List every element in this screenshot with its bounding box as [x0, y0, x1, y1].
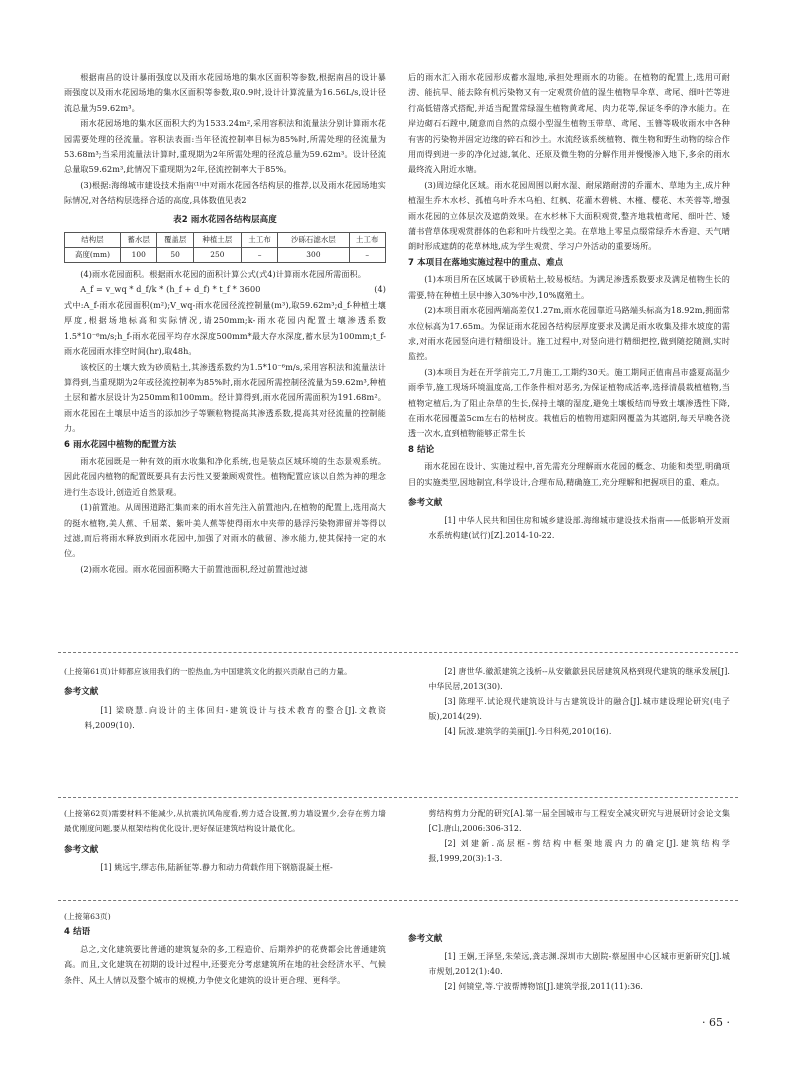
main-left-column [64, 70, 386, 577]
section-heading: 4 结语 [64, 927, 91, 938]
section-heading: 6 雨水花园中植物的配置方法 [64, 439, 177, 450]
table-cell: 50 [157, 248, 193, 263]
table-header-cell: 蓄水层 [121, 233, 157, 248]
equation-body: A_f = v_wq * d_f/k * (h_f + d_f) * t_f * 3600 [80, 284, 261, 295]
table-header-row [65, 233, 386, 248]
reference-item: [4] 阮波.建筑学的美丽[J].今日科苑,2010(16). [444, 727, 612, 736]
paragraph: 总之,文化建筑要比普通的建筑复杂的多,工程造价、后期养护的花费都会比普通建筑高。而且,文化建筑在初期的设计过程中,还要充分考虑建筑所在地的社会经济水平、气候条件、风土人情以及整个城市的规模,力争使文化建筑的设计更合理、更科学。 [64, 943, 386, 985]
references-heading: 参考文献 [64, 687, 99, 698]
references-heading: 参考文献 [408, 934, 443, 944]
section-divider [58, 652, 738, 653]
equation-number: (4) [374, 284, 386, 295]
structure-table [64, 232, 386, 263]
reference-item: [3] 陈理平.试论现代建筑设计与古建筑设计的融合[J].城市建设理论研究(电子版),2014(29). [428, 697, 730, 721]
reference-item: [2] 刘建新.高层框-剪结构中框架地震内力的确定[J].建筑结构学报,1999,20(3):1-3. [428, 839, 730, 863]
table-header-cell: 沙砾石滤水层 [278, 233, 349, 248]
equation [64, 282, 386, 297]
paragraph: (3)根据:海绵城市建设技术指南⁽¹⁾中对雨水花园各结构层的推荐,以及雨水花园场地实际情况,对各结构层选择合适的高度,具体数值见表2 [64, 179, 386, 206]
main-right-column [408, 70, 730, 543]
paragraph: (2)本项目雨水花园两端高差仅1.27m,雨水花园靠近马路端头标高为18.92m,拥面常水位标高为17.65m。为保证雨水花园各结构层厚度要求及满足雨水收集及排水坡度的需求,对雨水花园竖向进行精细设计。施工过程中,对竖向进行精细把控,做到随挖随测,实时监控。 [408, 305, 730, 362]
section-heading: 7 本项目在落地实施过程中的重点、难点 [408, 257, 564, 268]
paragraph: 式中:A_f-雨水花园面积(m²);V_wq-雨水花园径流控制量(m³),取59.62m³;d_f-种植土壤厚度,根据场地标高和实际情况,请250mm;k-雨水花园内配置土壤渗透系数1.5*10⁻⁶m/s;h_f-雨水花园平均存水深度500mm*最大存水深度,蓄水层为100mm;t_f-雨水花园雨水排空时间(hr),取48h。 [64, 299, 386, 357]
reference-item: [1] 中华人民共和国住房和城乡建设部.海绵城市建设技术指南——低影响开发雨水系统构建(试行)[Z].2014-10-22. [428, 516, 730, 541]
table-cell: 300 [278, 248, 349, 263]
paragraph: (2)雨水花园。雨水花园面积略大于前置池面积,经过前置池过滤 [80, 563, 308, 574]
paragraph: 雨水花园既是一种有效的雨水收集和净化系统,也是装点区域环境的生态景观系统。因此花园内植物的配置既要具有去污性又要兼顾观赏性。植物配置应该以自然为神的理念进行生态设计,创造近自然景观。 [64, 455, 386, 497]
reference-item: [1] 梁晓慧.向设计的主体回归-建筑设计与技术教育的整合[J].文教资料,2009(10). [84, 705, 386, 730]
reference-item: 剪结构剪力分配的研究[A].第一届全国城市与工程安全减灾研究与进展研讨会论文集[C].唐山,2006:306-312. [428, 809, 730, 833]
table-header-cell: 覆盖层 [157, 233, 193, 248]
table-caption: 表2 雨水花园各结构层高度 [173, 214, 277, 225]
b3-right-column [408, 909, 730, 994]
paragraph: (上接第62页)需要材料不能减少,从抗震抗风角度看,剪力适合设置,剪力墙设置少,会存在剪力墙最优刚度问题,要从框架结构优化设计,更好保证建筑结构设计最优化。 [64, 809, 386, 834]
table-cell: 250 [193, 248, 241, 263]
paragraph: (3)周边绿化区域。雨水花园周围以耐水湿、耐尿踏耐涝的乔灌木、草地为主,成片种植湿生乔木水杉、孤植乌叶乔木乌桕、红枫、花灌木碧桃、木槿、樱花、木芙蓉等,增强雨水花园的立体层次及遮荫效果。在水杉林下大面积观赏,整齐地栽植鸢尾、细叶芒、矮蒲书营草体现观赏群体的色彩和叶片线型之美。在草地上零星点缀常绿乔木香迎、天气晴朗时形成遮荫的花草林地,成为学生观赏、学习户外活动的重要场所。 [408, 179, 730, 252]
reference-item: [1] 姚远宇,缪志伟,陆新征等.静力和动力荷载作用下钢筋混凝土框- [100, 863, 333, 873]
references-heading: 参考文献 [408, 497, 443, 508]
paragraph: 雨水花园场地的集水区面积大约为1533.24m²,采用容积法和流量法分别计算雨水花园需要处理的径流量。容积法表面:当年径流控制率目标为85%时,所需处理的径流量为53.68m³;当采用流量法计算时,重现期为2年所需处理的径流总量为59.62m³。设计径流总量取59.62m³,此情况下重现期为2年,径流控制率大于85%。 [64, 118, 386, 175]
page-number: · 65 · [702, 1016, 730, 1029]
b1-right-column [408, 664, 730, 739]
table-header-cell: 种植土层 [193, 233, 241, 248]
paragraph: 后的雨水汇入雨水花园形成蓄水湿地,承担处理雨水的功能。在植物的配置上,选用可耐涝、能抗旱、能去除有机污染物又有一定观赏价值的湿生植物旱伞草、鸢尾、细叶芒等进行高低错落式搭配,并适当配置常绿湿生植物黄鸢尾、肉力花等,保证冬季的净水能力。在岸边砌石石蹚中,随意而自然的点缀小型湿生植物玉带草、鸢尾、玉簪等吸收雨水中各种有害的污染物并固定边缘的碎石和沙土。水流经该系统植物、微生物和野生动物的综合作用而得到进一步的净化过滤,氧化、还原及微生物的分解作用并慢慢渗入地下,多余的雨水最终流入附近水塘。 [408, 72, 730, 175]
paragraph: 雨水花园在设计、实施过程中,首先需充分理解雨水花园的概念、功能和类型,明确项目的实施类型,因地制宜,科学设计,合理布局,精确施工,充分理解和把握项目的重、难点。 [408, 461, 730, 487]
b2-left-column [64, 806, 386, 875]
b1-left-column [64, 664, 386, 733]
reference-item: [2] 唐世华.徽派建筑之浅析--从安徽歙县民居建筑风格到现代建筑的继承发展[J].中华民居,2013(30). [428, 667, 730, 691]
table-cell: 100 [121, 248, 157, 263]
table-cell: 高度(mm) [65, 248, 121, 263]
reference-item: [1] 王娴,王泽坚,朱荣远,龚志渊.深圳市大剧院-蔡屋围中心区城市更新研究[J].城市规划,2012(1):40. [428, 952, 730, 977]
paragraph: (1)前置池。从周围道路汇集而来的雨水首先注入前置池内,在植物的配置上,选用高大的挺水植物,美人蕉、千屈菜、紫叶美人蕉等使得雨水中夹带的悬浮污染物滞留并等得以过滤,而后将雨水释放到雨水花园中,加强了对雨水的截留、渗水能力,使其保持一定的水位。 [64, 502, 386, 559]
paragraph: 根据南昌的设计暴雨强度以及雨水花园场地的集水区面积等参数,根据南昌的设计暴雨强度以及雨水花园场地的集水区面积等参数,取0.9时,设计计算流量为16.56L/s,设计径流总量为59.62m³。 [64, 72, 386, 113]
section-divider [58, 797, 738, 798]
table-row [65, 248, 386, 263]
table-cell: – [349, 248, 385, 263]
table-cell: – [241, 248, 277, 263]
table-header-cell: 土工布 [349, 233, 385, 248]
reference-item: [2] 何镜堂,等.宁波帮博物馆[J].建筑学报,2011(11):36. [444, 982, 644, 992]
b3-left-column [64, 909, 386, 988]
paragraph: (4)雨水花园面积。根据雨水花园的面积计算公式(式4)计算雨水花园所需面积。 [80, 269, 366, 280]
section-heading: 8 结论 [408, 444, 435, 455]
continuation-note: (上接第63页) [64, 912, 111, 921]
paragraph: (3)本项目为赶在开学前完工,7月施工,工期约30天。施工期间正值南昌市盛夏高温少雨季节,施工现场环境温度高,工作条件相对恶劣,为保证植物成活率,选择清晨栽植植物,当植物定植后,为了阻止杂草的生长,保持土壤的湿度,避免土壤板结而导致土壤渗透性下降,在雨水花园覆盖5cm左右的枯树皮。栽植后的植物用遮阳网覆盖为其遮阴,每天早晚各浇透一次水,直到植物能够正常生长 [408, 366, 730, 439]
table-header-cell: 结构层 [65, 233, 121, 248]
b2-right-column [408, 806, 730, 866]
paragraph: (上接第61页)计师都应该用我们的一腔热血,为中国建筑文化的振兴贡献自己的力量。 [64, 667, 352, 676]
table-header-cell: 土工布 [241, 233, 277, 248]
section-divider [58, 900, 738, 901]
paragraph: 该校区的土壤大致为砂质粘土,其渗透系数约为1.5*10⁻⁶m/s,采用容积法和流量法计算得到,当重现期为2年或径流控制率为85%时,雨水花园所需控制径流量为59.62m³,种植土层和蓄水层设计为250mm和100mm。经计算得到,雨水花园所需面积为191.68m²。雨水花园在土壤层中适当的添加沙子等颗粒物提高其渗透系数,提高其对径流量的控制能力。 [64, 361, 386, 434]
references-heading: 参考文献 [64, 844, 99, 855]
paragraph: (1)本项目所在区域属于砂质粘土,较易板结。为满足渗透系数要求及满足植物生长的需要,特在种植土层中掺入30%中沙,10%腐殖土。 [408, 274, 730, 300]
